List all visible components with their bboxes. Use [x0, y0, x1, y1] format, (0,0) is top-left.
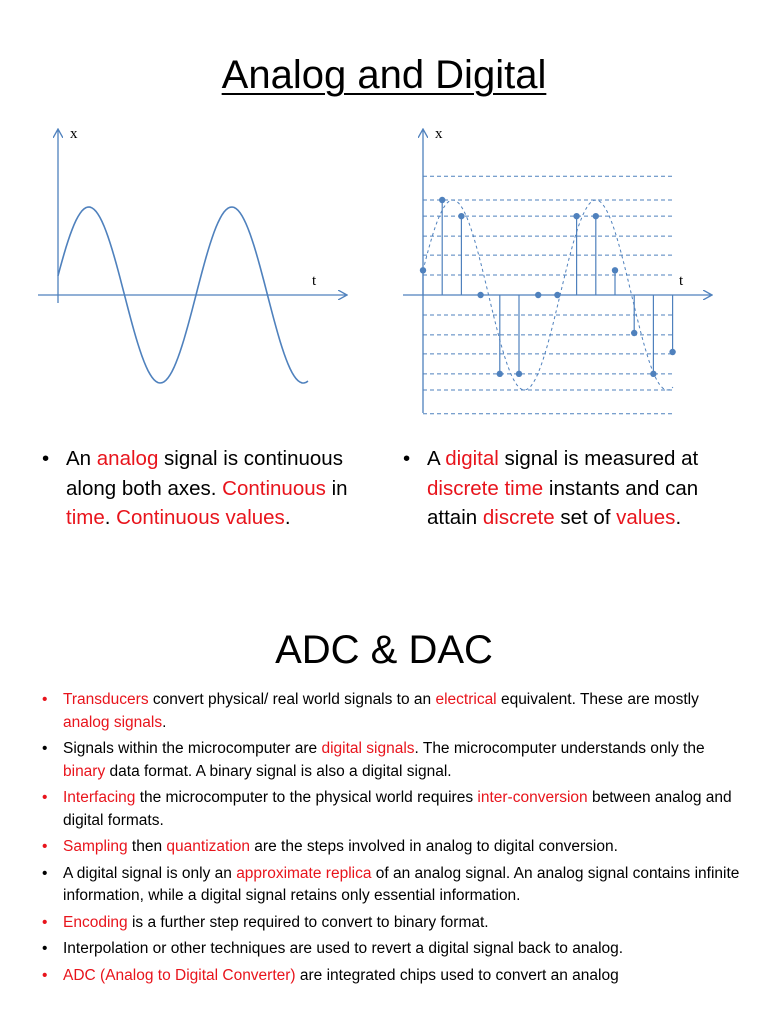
digital-signal-plot [395, 118, 720, 423]
list-item [42, 689, 742, 734]
bullet: • [42, 740, 48, 757]
text-run: An [66, 447, 97, 470]
sample-point [439, 197, 445, 203]
bullet: • [42, 789, 48, 806]
digital-description [403, 444, 743, 533]
x-axis-label: x [70, 126, 78, 142]
list-item [42, 738, 742, 783]
highlight-text: Sampling [63, 838, 128, 855]
text-run: set of [554, 506, 617, 529]
list-item [42, 912, 742, 935]
text-run: are the steps involved in analog to digital conversion. [250, 838, 618, 855]
highlight-text: Encoding [63, 913, 128, 931]
text-run: . [675, 506, 682, 529]
highlight-text: discrete time [427, 476, 544, 500]
text-run: the microcomputer to the physical world requires [135, 789, 478, 806]
highlight-text: analog signals [63, 713, 163, 731]
list-item [42, 863, 742, 908]
text-run: data format. A binary signal is also a digital signal. [105, 762, 452, 780]
text-run: . [284, 506, 291, 529]
page-title: Analog and Digital [221, 53, 547, 97]
sample-point [554, 292, 560, 298]
highlight-text: binary [63, 762, 106, 780]
bullet: • [42, 864, 48, 882]
analog-description [42, 444, 382, 533]
analog-description-text [66, 447, 348, 529]
text-run: between analog and digital formats. [63, 789, 732, 829]
bullet: • [42, 913, 48, 931]
highlight-text: Continuous values [116, 506, 285, 529]
highlight-text: Continuous [222, 476, 326, 500]
highlight-text: discrete [482, 506, 555, 529]
t-axis-label: t [679, 273, 684, 289]
text-run: of an analog signal. An analog signal contains infinite information, while a digital signal retains only essential information. [63, 864, 740, 904]
highlight-text: inter-conversion [477, 789, 588, 806]
highlight-text: electrical [435, 691, 497, 708]
highlight-text: digital signals [321, 740, 415, 757]
sample-point [497, 371, 503, 377]
section-title: ADC & DAC [275, 628, 493, 672]
text-run: Interpolation or other techniques are used to revert a digital signal back to analog. [63, 940, 624, 957]
highlight-text: values [616, 506, 676, 529]
list-item [42, 787, 742, 832]
text-run: then [127, 838, 167, 855]
highlight-text: approximate replica [236, 864, 372, 882]
text-run: . [104, 506, 117, 529]
highlight-text: time [66, 506, 105, 529]
text-run: instants and can attain [427, 476, 699, 529]
text-run: A digital signal is only an [63, 864, 237, 882]
highlight-text: analog [96, 447, 159, 470]
bullet: • [42, 447, 50, 470]
list-item [42, 938, 742, 961]
list-item [42, 965, 742, 988]
sample-point [593, 213, 599, 219]
highlight-text: Interfacing [63, 789, 136, 806]
bullet: • [42, 940, 48, 957]
sample-point [516, 371, 522, 377]
text-run: signal is continuous along both axes. [66, 447, 343, 500]
bullet: • [42, 838, 48, 855]
sample-point [477, 292, 483, 298]
sample-point [650, 371, 656, 377]
sample-point [612, 267, 618, 273]
highlight-text: ADC (Analog to Digital Converter) [63, 966, 296, 984]
samples [420, 197, 676, 377]
text-run: . The microcomputer understands only the [414, 740, 705, 757]
t-axis-label: t [312, 273, 317, 289]
sample-point [573, 213, 579, 219]
highlight-text: digital [445, 447, 499, 470]
digital-description-text [427, 447, 698, 529]
bullet: • [42, 691, 48, 708]
text-run: are integrated chips used to convert an analog [295, 966, 619, 984]
text-run: Signals within the microcomputer are [63, 740, 322, 757]
sample-point [669, 349, 675, 355]
text-run: equivalent. These are mostly [496, 691, 699, 708]
x-axis-label: x [435, 126, 443, 142]
sample-point [631, 330, 637, 336]
adc-dac-list [42, 689, 742, 991]
bullet: • [403, 447, 411, 470]
text-run: . [162, 713, 167, 731]
text-run: is a further step required to convert to binary format. [127, 913, 489, 931]
sample-point [420, 267, 426, 273]
list-item [42, 836, 742, 859]
sample-point [535, 292, 541, 298]
text-run: A [427, 447, 446, 470]
bullet: • [42, 966, 48, 984]
analog-signal-plot [30, 118, 360, 408]
sample-point [458, 213, 464, 219]
text-run: convert physical/ real world signals to an [148, 691, 436, 708]
text-run: signal is measured at [498, 447, 699, 470]
text-run: in [325, 476, 348, 500]
highlight-text: Transducers [63, 691, 149, 708]
highlight-text: quantization [166, 838, 250, 855]
